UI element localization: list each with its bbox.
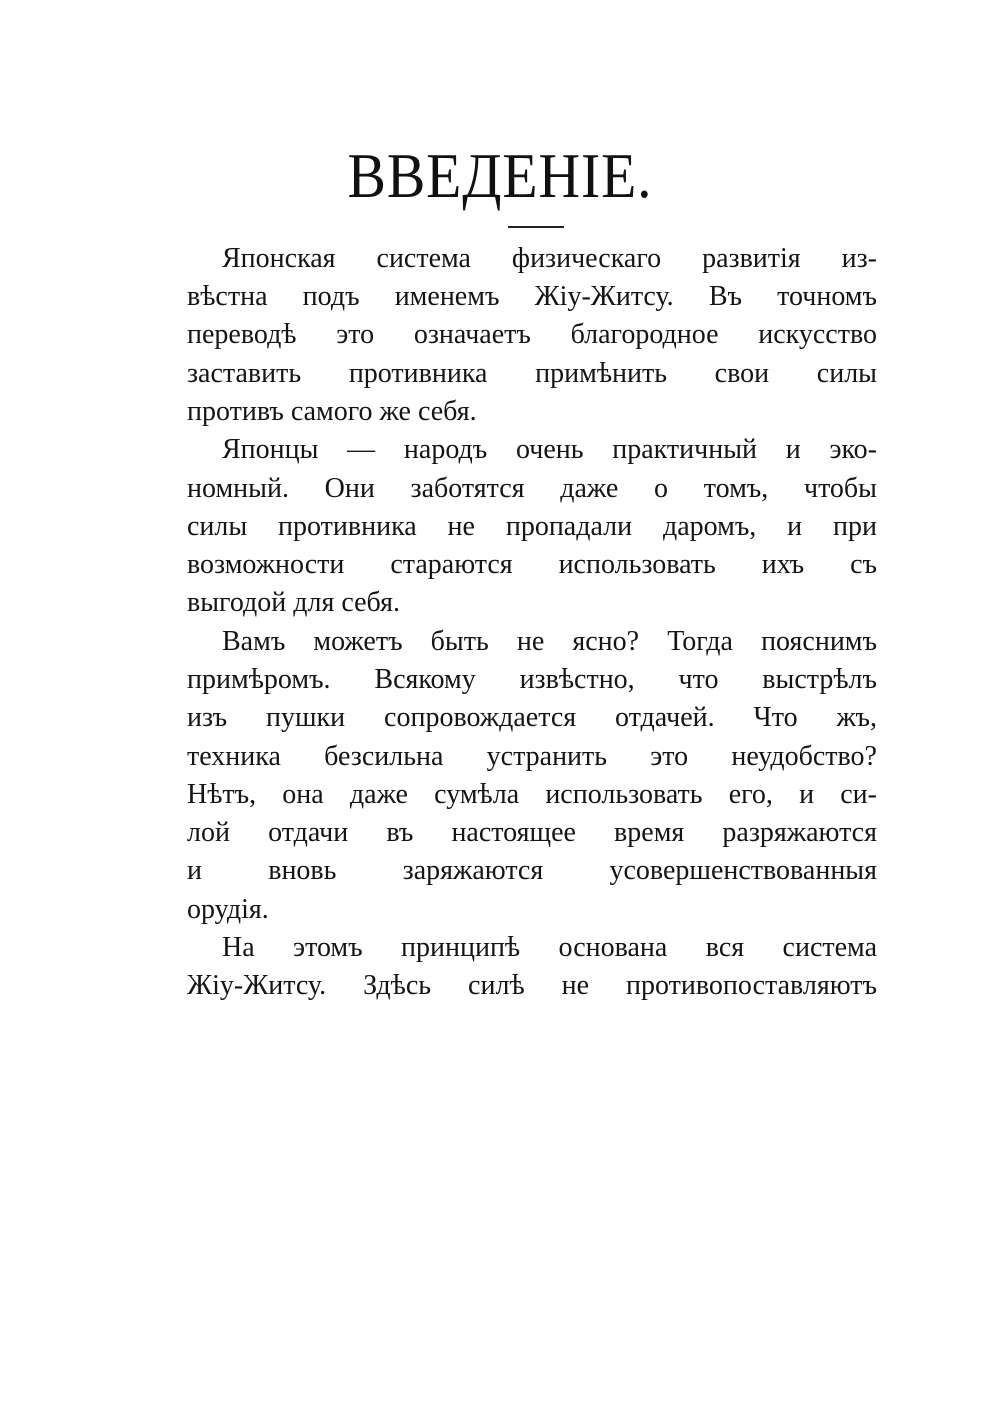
- text-line: выгодой для себя.: [187, 587, 400, 618]
- text-line: Японцы — народъ очень практичный и эко-: [222, 434, 877, 465]
- text-line: Японская система физическаго развитія из-: [222, 243, 877, 274]
- text-line: вѣстна подъ именемъ Жіу-Житсу. Въ точномъ: [187, 281, 877, 312]
- text-line: лой отдачи въ настоящее время разряжаются: [187, 817, 877, 848]
- text-line: возможности стараются использовать ихъ съ: [187, 549, 877, 580]
- text-line: На этомъ принципѣ основана вся система: [222, 932, 877, 963]
- text-line: заставить противника примѣнить свои силы: [187, 358, 877, 389]
- text-line: номный. Они заботятся даже о томъ, чтобы: [187, 473, 877, 504]
- text-line: Нѣтъ, она даже сумѣла использовать его, и си-: [187, 779, 877, 810]
- text-line: примѣромъ. Всякому извѣстно, что выстрѣлъ: [187, 664, 877, 695]
- text-line: Вамъ можетъ быть не ясно? Тогда пояснимъ: [222, 626, 877, 657]
- text-line: переводѣ это означаетъ благородное искусство: [187, 319, 877, 350]
- text-line: противъ самого же себя.: [187, 396, 477, 427]
- text-line: орудія.: [187, 894, 269, 925]
- text-line: Жіу-Житсу. Здѣсь силѣ не противопоставляютъ: [187, 970, 877, 1001]
- title-divider: [508, 226, 564, 228]
- text-line: изъ пушки сопровождается отдачей. Что жъ,: [187, 702, 877, 733]
- text-line: и вновь заряжаются усовершенствованныя: [187, 855, 877, 886]
- text-line: силы противника не пропадали даромъ, и при: [187, 511, 877, 542]
- chapter-title: ВВЕДЕНІЕ.: [347, 140, 653, 211]
- text-line: техника безсильна устранить это неудобство?: [187, 741, 877, 772]
